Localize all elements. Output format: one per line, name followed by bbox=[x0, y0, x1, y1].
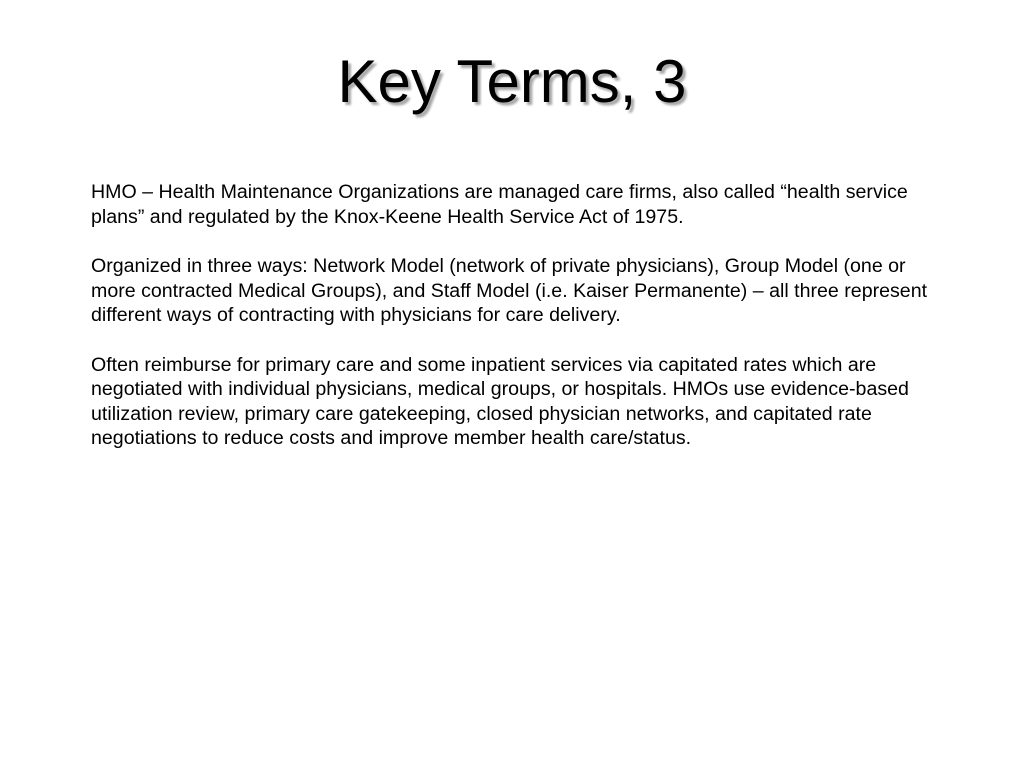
paragraph-hmo-models: Organized in three ways: Network Model (network of private physicians), Group Model (one or more contracted Medical Groups), and Staff Model (i.e. Kaiser Permanente) – all three represent different ways of contracting with physicians for care delivery. bbox=[91, 255, 928, 326]
slide-body bbox=[91, 180, 951, 476]
paragraph-hmo-reimbursement: Often reimburse for primary care and some inpatient services via capitated rates which are negotiated with individual physicians, medical groups, or hospitals. HMOs use evidence-based utilization review, primary care gatekeeping, closed physician networks, and capitated rate negotiations to reduce costs and improve member health care/status. bbox=[91, 353, 909, 449]
slide-title: Key Terms, 3 bbox=[337, 48, 687, 115]
paragraph-hmo-definition: HMO – Health Maintenance Organizations are managed care firms, also called “health service plans” and regulated by the Knox-Keene Health Service Act of 1975. bbox=[91, 181, 908, 228]
